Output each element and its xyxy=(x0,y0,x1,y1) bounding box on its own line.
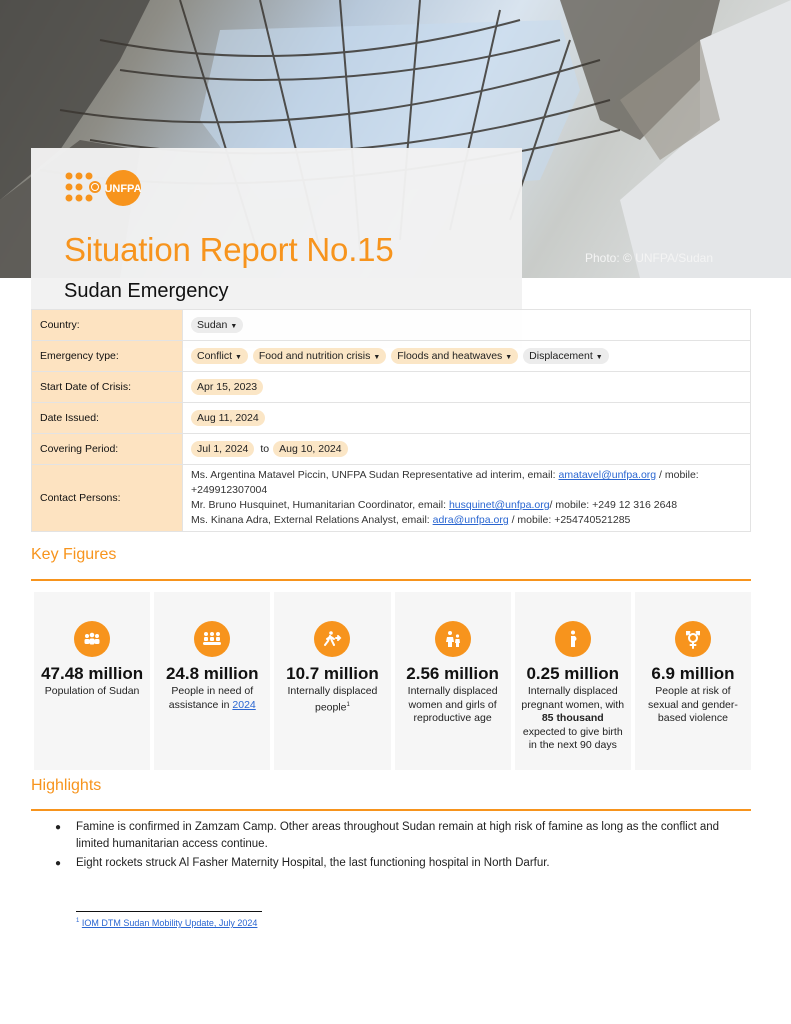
country-value-cell xyxy=(183,310,751,341)
contact-text: Ms. Argentina Matavel Piccin, UNFPA Sudan Representative ad interim, email: xyxy=(191,469,559,481)
key-figure-card xyxy=(515,592,631,770)
figure-value: 47.48 million xyxy=(41,664,144,683)
figure-label xyxy=(274,685,390,715)
svg-text:UNFPA: UNFPA xyxy=(104,183,142,195)
figure-label-bold: 85 thousand xyxy=(541,712,604,724)
highlights-list xyxy=(55,819,735,874)
chevron-down-icon: ▼ xyxy=(230,323,238,330)
start-date-row xyxy=(32,372,751,403)
key-figure-card xyxy=(154,592,270,770)
figure-value: 0.25 million xyxy=(526,664,620,683)
email-link[interactable]: adra@unfpa.org xyxy=(432,514,509,526)
email-link[interactable]: husquinet@unfpa.org xyxy=(448,499,550,511)
women-girls-icon xyxy=(435,621,471,657)
chip-label: Conflict xyxy=(197,350,233,362)
start-date-chip[interactable]: Apr 15, 2023 xyxy=(191,379,263,395)
photo-credit: Photo: © UNFPA/Sudan xyxy=(584,251,713,265)
chevron-down-icon: ▼ xyxy=(595,354,603,361)
key-figure-card xyxy=(34,592,150,770)
figure-value: 24.8 million xyxy=(165,664,259,683)
key-figures-heading: Key Figures xyxy=(31,546,117,563)
gender-icon xyxy=(675,621,711,657)
figure-value: 6.9 million xyxy=(651,664,735,683)
highlight-item: ● Eight rockets struck Al Fasher Maternity Hospital, the last functioning hospital in North Darfur. xyxy=(55,855,735,872)
chip-label: Floods and heatwaves xyxy=(397,350,503,362)
country-value: Sudan xyxy=(197,319,228,331)
footnote-marker: 1 xyxy=(346,701,350,708)
emergency-row xyxy=(32,341,751,372)
period-from-chip[interactable]: Jul 1, 2024 xyxy=(191,441,254,457)
chip-label: Displacement xyxy=(529,350,593,362)
contact-text: Ms. Kinana Adra, External Relations Analyst, email: xyxy=(191,514,433,526)
figure-label: People at risk of sexual and gender-based violence xyxy=(647,685,738,724)
key-figure-card xyxy=(635,592,751,770)
figure-label-text: People in need of assistance in xyxy=(168,685,254,711)
chevron-down-icon: ▼ xyxy=(235,354,242,361)
contact-persons xyxy=(183,465,751,532)
emergency-chip-conflict[interactable] xyxy=(191,348,248,364)
figure-label: Internally displaced women and girls of reproductive age xyxy=(407,685,498,724)
date-issued-label: Date Issued: xyxy=(32,403,183,434)
highlights-heading: Highlights xyxy=(31,777,102,794)
report-subtitle: Sudan Emergency xyxy=(64,280,229,302)
contact-3 xyxy=(191,513,742,528)
contact-row xyxy=(32,465,751,532)
key-figures-grid xyxy=(34,592,751,770)
report-info-table xyxy=(31,309,751,532)
contact-label: Contact Persons: xyxy=(32,465,183,532)
date-issued-chip[interactable]: Aug 11, 2024 xyxy=(191,410,265,426)
highlights-divider xyxy=(31,809,751,811)
covering-period-label: Covering Period: xyxy=(32,434,183,465)
contact-2 xyxy=(191,498,742,513)
contact-tail: / mobile: +249 12 316 2648 xyxy=(549,499,678,511)
footnote-mark: 1 xyxy=(76,918,80,924)
highlight-item: ● Famine is confirmed in Zamzam Camp. Other areas throughout Sudan remain at high risk of famine as long as the conflict and limited humanitarian access continue. xyxy=(55,819,735,853)
date-issued-row xyxy=(32,403,751,434)
country-label: Country: xyxy=(32,310,183,341)
figure-label-text: expected to give birth in the next 90 days xyxy=(522,725,623,751)
emergency-chip-displacement[interactable] xyxy=(523,348,609,364)
unfpa-logo xyxy=(65,170,145,210)
start-date-cell xyxy=(183,372,751,403)
start-date-label: Start Date of Crisis: xyxy=(32,372,183,403)
country-dropdown[interactable] xyxy=(191,317,243,333)
key-figure-card xyxy=(395,592,511,770)
footnote-link[interactable]: IOM DTM Sudan Mobility Update, July 2024 xyxy=(81,918,258,928)
key-figure-card xyxy=(274,592,390,770)
email-link[interactable]: amatavel@unfpa.org xyxy=(558,469,657,481)
emergency-chip-food[interactable] xyxy=(253,348,386,364)
report-title: Situation Report No.15 xyxy=(64,231,394,268)
chevron-down-icon: ▼ xyxy=(505,354,513,361)
contact-tail: / mobile: +254740521285 xyxy=(508,514,631,526)
key-figures-divider xyxy=(31,579,751,581)
emergency-types-cell xyxy=(183,341,751,372)
pregnant-woman-icon xyxy=(555,621,591,657)
year-link[interactable]: 2024 xyxy=(232,698,256,711)
contact-1 xyxy=(191,468,742,498)
figure-label-text: Internally displaced people xyxy=(287,685,378,713)
emergency-label: Emergency type: xyxy=(32,341,183,372)
period-to-chip[interactable]: Aug 10, 2024 xyxy=(273,441,347,457)
contact-tail: / mobile: +249912307004 xyxy=(191,469,699,496)
period-to-word: to xyxy=(260,443,270,455)
displaced-person-icon xyxy=(314,621,350,657)
figure-label: Population of Sudan xyxy=(44,685,140,697)
figure-value: 2.56 million xyxy=(406,664,499,683)
covering-period-cell xyxy=(183,434,751,465)
contact-text: Mr. Bruno Husquinet, Humanitarian Coordinator, email: xyxy=(191,499,449,511)
population-icon xyxy=(74,621,110,657)
emergency-chip-floods[interactable] xyxy=(391,348,518,364)
country-row xyxy=(32,310,751,341)
footnote-divider xyxy=(76,911,262,912)
people-in-need-icon xyxy=(194,621,230,657)
chip-label: Food and nutrition crisis xyxy=(258,350,371,362)
date-issued-cell xyxy=(183,403,751,434)
figure-label xyxy=(515,685,631,753)
figure-label-text: Internally displaced pregnant women, with xyxy=(521,685,625,711)
covering-period-row xyxy=(32,434,751,465)
chevron-down-icon: ▼ xyxy=(373,354,381,361)
figure-value: 10.7 million xyxy=(286,664,379,683)
footnote xyxy=(76,918,257,928)
figure-label xyxy=(154,685,270,712)
